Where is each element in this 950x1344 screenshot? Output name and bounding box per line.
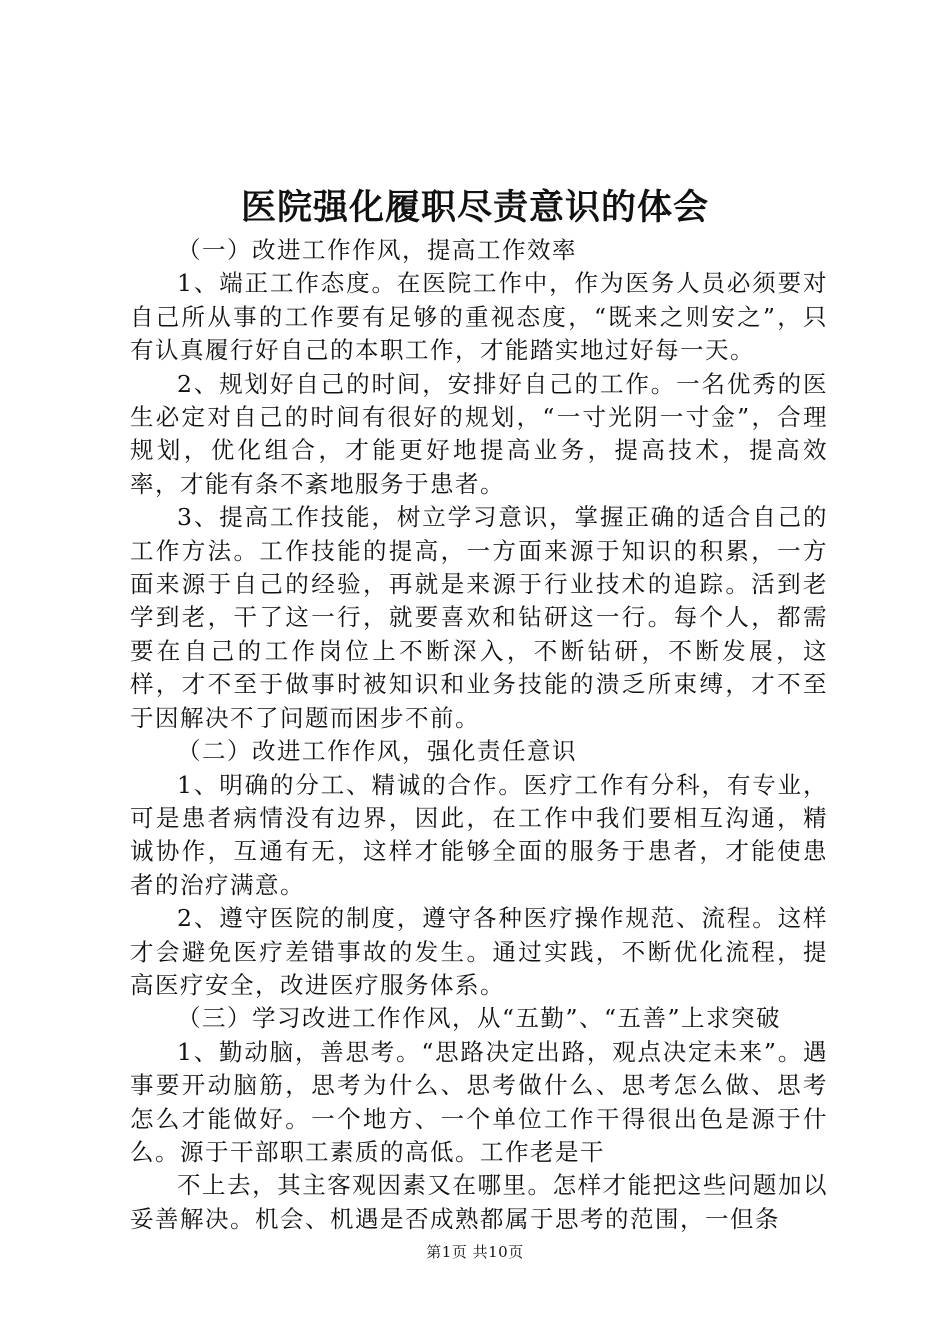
document-body bbox=[130, 234, 828, 1236]
paragraph-continuation: 不上去，其主客观因素又在哪里。怎样才能把这些问题加以妥善解决。机会、机遇是否成熟都属于思考的范围，一但条 bbox=[130, 1171, 828, 1233]
section-heading-3: （三）学习改进工作作风，从“五勤”、“五善”上求突破 bbox=[177, 1004, 782, 1033]
paragraph: 3、提高工作技能，树立学习意识，掌握正确的适合自己的工作方法。工作技能的提高，一方面来源于知识的积累，一方面来源于自己的经验，再就是来源于行业技术的追踪。活到老学到老，干了这一行，就要喜欢和钻研这一行。每个人，都需要在自己的工作岗位上不断深入，不断钻研，不断发展，这样，才不至于做事时被知识和业务技能的溃乏所束缚，才不至于因解决不了问题而困步不前。 bbox=[130, 503, 828, 732]
page-number: 第1页 共10页 bbox=[426, 1243, 524, 1261]
section-heading-2: （二）改进工作作风，强化责任意识 bbox=[177, 737, 577, 766]
document-title: 医院强化履职尽责意识的体会 bbox=[240, 187, 709, 228]
paragraph: 1、勤动脑，善思考。“思路决定出路，观点决定未来”。遇事要开动脑筋，思考为什么、思考做什么、思考怎么做、思考怎么才能做好。一个地方、一个单位工作干得很出色是源于什么。源于干部职工素质的高低。工作老是干 bbox=[130, 1037, 828, 1166]
paragraph: 2、规划好自己的时间，安排好自己的工作。一名优秀的医生必定对自己的时间有很好的规划，“一寸光阴一寸金”，合理规划，优化组合，才能更好地提高业务，提高技术，提高效率，才能有条不紊地服务于患者。 bbox=[130, 369, 828, 498]
paragraph: 2、遵守医院的制度，遵守各种医疗操作规范、流程。这样才会避免医疗差错事故的发生。通过实践，不断优化流程，提高医疗安全，改进医疗服务体系。 bbox=[130, 904, 828, 999]
paragraph: 1、端正工作态度。在医院工作中，作为医务人员必须要对自己所从事的工作要有足够的重视态度，“既来之则安之”，只有认真履行好自己的本职工作，才能踏实地过好每一天。 bbox=[130, 269, 828, 365]
section-heading-1: （一）改进工作作风，提高工作效率 bbox=[177, 236, 577, 264]
paragraph: 1、明确的分工、精诚的合作。医疗工作有分科，有专业，可是患者病情没有边界，因此，在工作中我们要相互沟通，精诚协作，互通有无，这样才能够全面的服务于患者，才能使患者的治疗满意。 bbox=[130, 770, 828, 899]
